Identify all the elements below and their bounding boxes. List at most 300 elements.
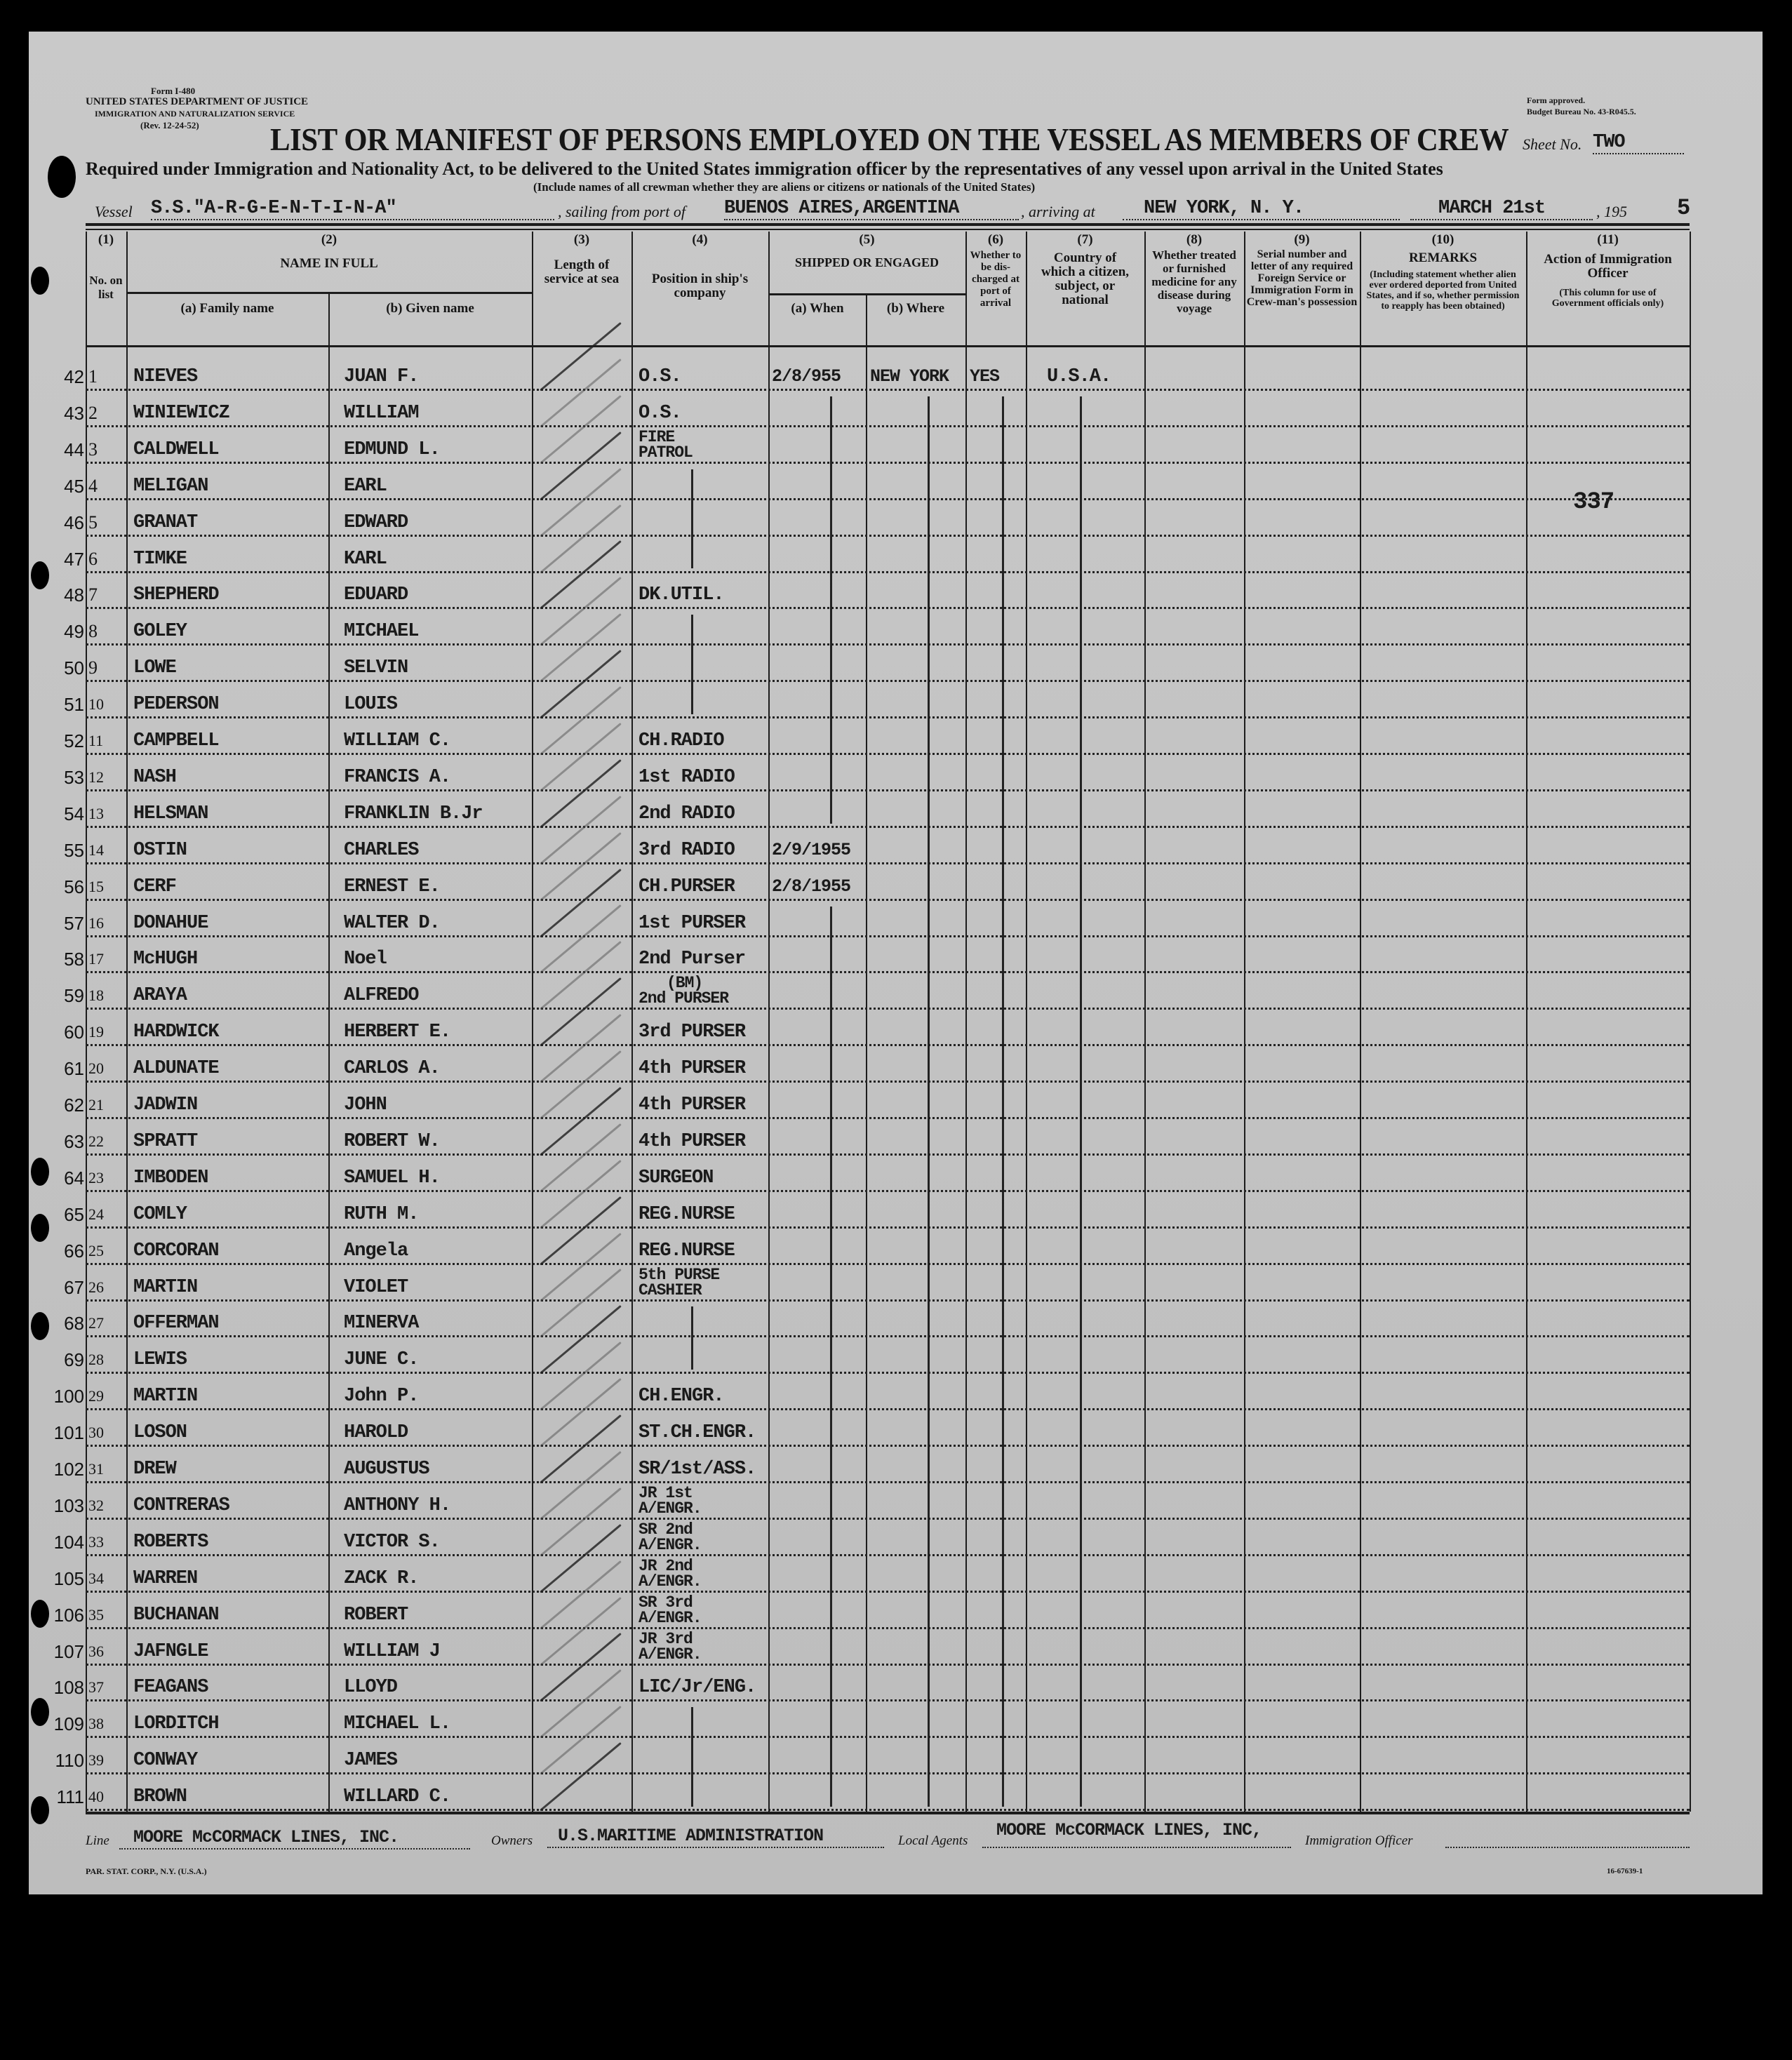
position [638,1522,702,1553]
given-name: JUAN F. [344,366,419,387]
position [638,403,681,424]
list-mark: 53 [64,766,84,788]
crew-row [64,937,1690,973]
family-name: LEWIS [133,1349,187,1371]
given-name: FRANCIS A. [344,766,451,788]
family-name: DONAHUE [133,912,208,934]
owners-value: U.S.MARITIME ADMINISTRATION [547,1826,884,1848]
crew-row [64,828,1690,864]
line-number: 17 [88,950,104,968]
printer-credit: PAR. STAT. CORP., N.Y. (U.S.A.) [86,1866,207,1876]
position-line: PATROL [638,443,693,462]
family-name: GOLEY [133,621,187,643]
line-label: Line [86,1833,109,1848]
family-name: IMBODEN [133,1167,208,1189]
position-line: 4th PURSER [638,1095,746,1116]
position-line: SR 2nd [638,1520,693,1539]
line-number: 19 [88,1023,104,1041]
owners-label: Owners [491,1833,533,1848]
list-mark: 51 [64,694,84,716]
position-line: 3rd RADIO [638,839,735,861]
revision: (Rev. 12-24-52) [140,120,199,131]
col2-number: (2) [321,232,337,247]
list-mark: 107 [53,1640,84,1662]
col1-header: No. on list [89,274,123,301]
given-name: LOUIS [344,694,398,716]
family-name: JAFNGLE [133,1640,208,1662]
given-name: JUNE C. [344,1349,419,1371]
column-rule [1690,232,1691,1812]
family-name: BUCHANAN [133,1604,219,1626]
family-name: LOWE [133,657,176,679]
family-name: CAMPBELL [133,730,219,751]
col1-number: (1) [98,232,114,247]
crew-row [56,1774,1690,1811]
position [638,1422,756,1443]
given-name: SAMUEL H. [344,1167,440,1189]
country: U.S.A. [1047,366,1111,387]
col2-header: NAME IN FULL [280,256,378,271]
list-mark: 58 [64,949,84,970]
list-mark: 105 [53,1567,84,1589]
form-approved: Form approved. [1527,95,1586,105]
crew-row [64,973,1690,1010]
list-mark: 100 [53,1386,84,1407]
position-line: 2nd Purser [638,949,746,970]
col6-number: (6) [987,232,1004,247]
list-mark: 57 [64,912,84,934]
list-mark: 49 [64,621,84,643]
list-mark: 47 [64,548,84,570]
position [638,1267,719,1298]
crew-row [64,901,1690,937]
position-line: A/ENGR. [638,1608,702,1627]
line-number: 9 [88,657,98,678]
crew-row [64,1229,1690,1265]
crew-row [53,1665,1690,1701]
line-number: 12 [88,768,104,786]
line-number: 31 [88,1460,104,1478]
position-line: A/ENGR. [638,1645,702,1664]
position-line: 4th PURSER [638,1058,746,1080]
position-line: 1st PURSER [638,912,746,934]
position-line: A/ENGR. [638,1499,702,1518]
required-statement: Required under Immigration and Nationality Act, to be delivered to the United States immigration officer by the representatives of any vessel upon arrival in the United States [86,159,1443,179]
position-line: REG.NURSE [638,1203,735,1225]
given-name: WILLIAM J [344,1640,440,1662]
family-name: MELIGAN [133,475,208,497]
family-name: ROBERTS [133,1531,208,1553]
position [638,1386,724,1407]
crew-row [53,1374,1690,1410]
position-line: SR 3rd [638,1593,693,1612]
list-mark: 42 [64,366,84,387]
list-mark: 66 [64,1240,84,1262]
position-line: SR/1st/ASS. [638,1459,756,1480]
family-name: JADWIN [133,1095,198,1116]
col11-number: (11) [1597,232,1619,247]
family-name: CERF [133,876,176,897]
position [638,1677,756,1698]
position-line: CASHIER [638,1280,702,1299]
sheet-label: Sheet No. [1523,135,1582,153]
arriving-label: , arriving at [1021,203,1095,220]
line-number: 1 [88,366,98,387]
col5-header: SHIPPED OR ENGAGED [794,255,940,269]
redaction-blot [31,267,49,295]
family-name: GRANAT [133,511,198,533]
line-number: 23 [88,1168,104,1186]
given-name: WILLARD C. [344,1786,451,1808]
position [638,975,728,1006]
officer-mark: 337 [1573,489,1614,516]
position [638,767,735,788]
col8-number: (8) [1186,232,1203,247]
position-line: JR 1st [638,1483,693,1502]
position [638,1485,702,1516]
crew-row [55,1738,1690,1774]
line-number: 37 [88,1678,104,1697]
position-line: 5th PURSE [638,1265,720,1284]
crew-row [64,1083,1690,1119]
list-mark: 63 [64,1130,84,1152]
given-name: VICTOR S. [344,1531,440,1553]
family-name: HARDWICK [133,1022,219,1043]
family-name: PEDERSON [133,694,219,716]
position [638,1459,756,1480]
position [638,1022,745,1043]
position-line: 3rd PURSER [638,1022,746,1043]
officer-signature-line [1445,1847,1690,1848]
list-mark: 44 [64,439,84,460]
col7-number: (7) [1077,232,1093,247]
col7-header: Country of which a citizen, subject, or national [1041,250,1130,307]
list-mark: 54 [64,803,84,824]
line-number: 26 [88,1278,104,1296]
family-name: DREW [133,1459,176,1480]
shipped-where: NEW YORK [870,366,949,387]
given-name: EDUARD [344,584,408,606]
family-name: FEAGANS [133,1677,208,1699]
list-mark: 108 [53,1677,84,1699]
crew-row [64,609,1690,646]
list-mark: 110 [55,1750,84,1772]
position [638,803,735,824]
position-line: REG.NURSE [638,1240,735,1262]
line-number: 25 [88,1241,104,1259]
line-number: 28 [88,1351,104,1369]
line-number: 34 [88,1569,104,1587]
header-rule-2 [86,229,1690,230]
family-name: WARREN [133,1567,198,1589]
redaction-blot [31,1158,49,1186]
sheet-number: TWO [1593,132,1684,154]
line-value: MOORE McCORMACK LINES, INC. [119,1827,470,1850]
year-label: , 195 [1596,203,1627,220]
list-mark: 103 [53,1494,84,1516]
list-mark: 55 [64,839,84,861]
agents-value: MOORE McCORMACK LINES, INC, [996,1820,1262,1840]
position-line: JR 2nd [638,1556,693,1575]
position-line: JR 3rd [638,1629,693,1648]
list-mark: 43 [64,402,84,424]
list-mark: 46 [64,511,84,533]
line-number: 35 [88,1605,104,1624]
family-name: CALDWELL [133,439,219,460]
line-number: 10 [88,695,104,714]
family-name: WINIEWICZ [133,402,229,424]
position [638,1131,745,1152]
position-line: FIRE [638,427,675,446]
shipped-when: 2/8/1955 [772,876,851,897]
line-number: 16 [88,914,104,932]
position-line: DK.UTIL. [638,584,724,606]
crew-row [64,1046,1690,1083]
position [638,1168,713,1189]
officer-label: Immigration Officer [1305,1833,1413,1848]
shipped-when: 2/9/1955 [772,839,851,860]
crew-row [53,1701,1690,1738]
position [638,366,681,387]
line-number: 33 [88,1532,104,1551]
department: UNITED STATES DEPARTMENT OF JUSTICE [86,96,309,107]
crew-row [64,1265,1690,1302]
col4-header: Position in ship's company [651,272,749,300]
position [638,1095,745,1116]
family-name: TIMKE [133,548,187,570]
list-mark: 48 [64,584,84,606]
family-name: SHEPHERD [133,584,219,606]
crew-row [64,1010,1690,1046]
given-name: MICHAEL [344,621,419,643]
crew-row [64,864,1690,901]
list-mark: 109 [53,1713,84,1735]
list-mark: 67 [64,1276,84,1298]
list-mark: 61 [64,1058,84,1080]
crew-row [53,1520,1690,1556]
family-name: NASH [133,766,176,788]
list-mark: 64 [64,1167,84,1189]
list-mark: 65 [64,1203,84,1225]
given-name: ROBERT W. [344,1130,440,1152]
list-mark: 111 [56,1786,84,1808]
col10-note: (Including statement whether alien ever ordered deported from United States, and if so, whether permission to reapply has been obtained) [1366,269,1520,312]
given-name: EDWARD [344,511,408,533]
line-number: 40 [88,1788,104,1806]
given-name: RUTH M. [344,1203,419,1225]
col4-number: (4) [692,232,708,247]
crew-row [64,391,1690,427]
crew-row [64,464,1690,500]
line-number: 27 [88,1314,104,1332]
header-rule [86,223,1690,226]
col11-note: (This column for use of Government officials only) [1551,288,1664,309]
crew-row [64,1301,1690,1337]
position-line: LIC/Jr/ENG. [638,1677,756,1699]
line-number: 22 [88,1132,104,1150]
given-name: HERBERT E. [344,1022,451,1043]
name-subrule [126,292,532,294]
line-number: 36 [88,1642,104,1660]
redaction-blot [31,1698,49,1726]
position-line: SURGEON [638,1167,714,1189]
crew-row [53,1593,1690,1629]
line-number: 5 [88,511,98,533]
line-number: 30 [88,1424,104,1442]
agents-underline [982,1847,1291,1848]
list-mark: 101 [53,1422,84,1444]
position-line: 1st RADIO [638,766,735,788]
col9-header: Serial number and letter of any required Foreign Service or Immigration Form in Crew-man's possession [1246,248,1358,308]
position [638,1558,702,1589]
list-mark: 62 [64,1095,84,1116]
line-number: 32 [88,1496,104,1514]
list-mark: 45 [64,475,84,497]
line-number: 2 [88,402,98,423]
given-name: SELVIN [344,657,408,679]
shipped-subrule [768,293,965,295]
redaction-blot [31,1312,49,1340]
list-mark: 52 [64,730,84,751]
family-name: McHUGH [133,949,198,970]
given-name: ROBERT [344,1604,408,1626]
given-name: WALTER D. [344,912,440,934]
family-name: OSTIN [133,839,187,861]
crew-row [53,1556,1690,1593]
line-number: 14 [88,841,104,859]
family-name: OFFERMAN [133,1313,219,1335]
crew-row [64,354,1690,391]
sailing-port: BUENOS AIRES,ARGENTINA [724,198,1019,220]
crew-row [64,500,1690,537]
family-name: BROWN [133,1786,187,1808]
footer-rule [86,1812,1690,1814]
year-digit: 5 [1677,195,1690,221]
col6-header: Whether to be dis-charged at port of arrival [970,250,1022,309]
position-line: ST.CH.ENGR. [638,1422,756,1444]
col3-header: Length of service at sea [544,258,620,286]
list-mark: 56 [64,876,84,897]
position-line: O.S. [638,402,681,424]
given-name: JAMES [344,1750,398,1772]
vessel-label: Vessel [95,203,133,220]
col8-header: Whether treated or furnished medicine for any disease during voyage [1151,248,1237,315]
crew-row [64,427,1690,464]
line-number: 7 [88,584,98,606]
header-bottom-rule [86,345,1690,347]
print-code: 16-67639-1 [1607,1867,1643,1875]
line-number: 11 [88,732,104,749]
family-name: CONWAY [133,1750,198,1772]
line-number: 38 [88,1715,104,1733]
given-name: WILLIAM C. [344,730,451,751]
service: IMMIGRATION AND NATURALIZATION SERVICE [95,109,295,119]
given-name: ALFREDO [344,985,419,1007]
position [638,1595,702,1626]
family-name: COMLY [133,1203,187,1225]
family-name: SPRATT [133,1130,198,1152]
position-line: CH.PURSER [638,876,735,897]
family-name: LOSON [133,1422,187,1444]
crew-row [53,1410,1690,1447]
crew-row [64,682,1690,718]
redaction-blot [31,1214,49,1242]
given-name: FRANKLIN B.Jr [344,803,483,824]
position [638,949,745,970]
given-name: KARL [344,548,387,570]
crew-row [64,791,1690,828]
crew-row [64,1192,1690,1229]
form-title: LIST OR MANIFEST OF PERSONS EMPLOYED ON THE VESSEL AS MEMBERS OF CREW [270,121,1509,157]
given-name: MINERVA [344,1313,419,1335]
position-line: A/ENGR. [638,1535,702,1554]
family-name: ALDUNATE [133,1058,219,1080]
line-number: 13 [88,804,104,822]
arrival-date: MARCH 21st [1410,198,1593,220]
family-name: LORDITCH [133,1713,219,1735]
position-line: O.S. [638,366,681,387]
redaction-blot [31,561,49,589]
crew-row [53,1447,1690,1483]
crew-row [64,1119,1690,1156]
crew-row [64,646,1690,682]
budget-bureau: Budget Bureau No. 43-R045.5. [1527,107,1636,116]
family-name: MARTIN [133,1276,198,1298]
line-number: 29 [88,1387,104,1405]
col11-header: Action of Immigration Officer [1544,252,1672,281]
col5a-header: (a) When [791,301,844,316]
position [638,584,724,606]
col5b-header: (b) Where [886,301,945,316]
given-name: LLOYD [344,1677,398,1699]
position [638,429,693,460]
position [638,1631,702,1662]
line-number: 24 [88,1205,104,1223]
discharged: YES [970,366,1000,387]
crew-row [64,573,1690,609]
position [638,1240,735,1262]
list-mark: 102 [53,1459,84,1480]
col3-number: (3) [573,232,590,247]
sailing-label: , sailing from port of [558,203,686,220]
list-mark: 68 [64,1313,84,1335]
position [638,913,745,934]
given-name: AUGUSTUS [344,1459,429,1480]
line-number: 4 [88,475,98,496]
position [638,840,735,861]
family-name: NIEVES [133,366,198,387]
given-name: Noel [344,949,387,970]
crew-row [53,1483,1690,1520]
col10-header: REMARKS [1408,250,1478,265]
position-line: CH.RADIO [638,730,724,751]
line-number: 8 [88,621,98,642]
family-name: MARTIN [133,1386,198,1407]
family-name: ARAYA [133,985,187,1007]
crew-row [64,1337,1690,1374]
given-name: CARLOS A. [344,1058,440,1080]
given-name: ERNEST E. [344,876,440,897]
position-line: 4th PURSER [638,1130,746,1152]
form-number: Form I-480 [151,86,196,96]
given-name: John P. [344,1386,419,1407]
col9-number: (9) [1294,232,1310,247]
given-name: JOHN [344,1095,387,1116]
position [638,1204,735,1225]
given-name: HAROLD [344,1422,408,1444]
family-name: HELSMAN [133,803,208,824]
crew-row [53,1629,1690,1666]
